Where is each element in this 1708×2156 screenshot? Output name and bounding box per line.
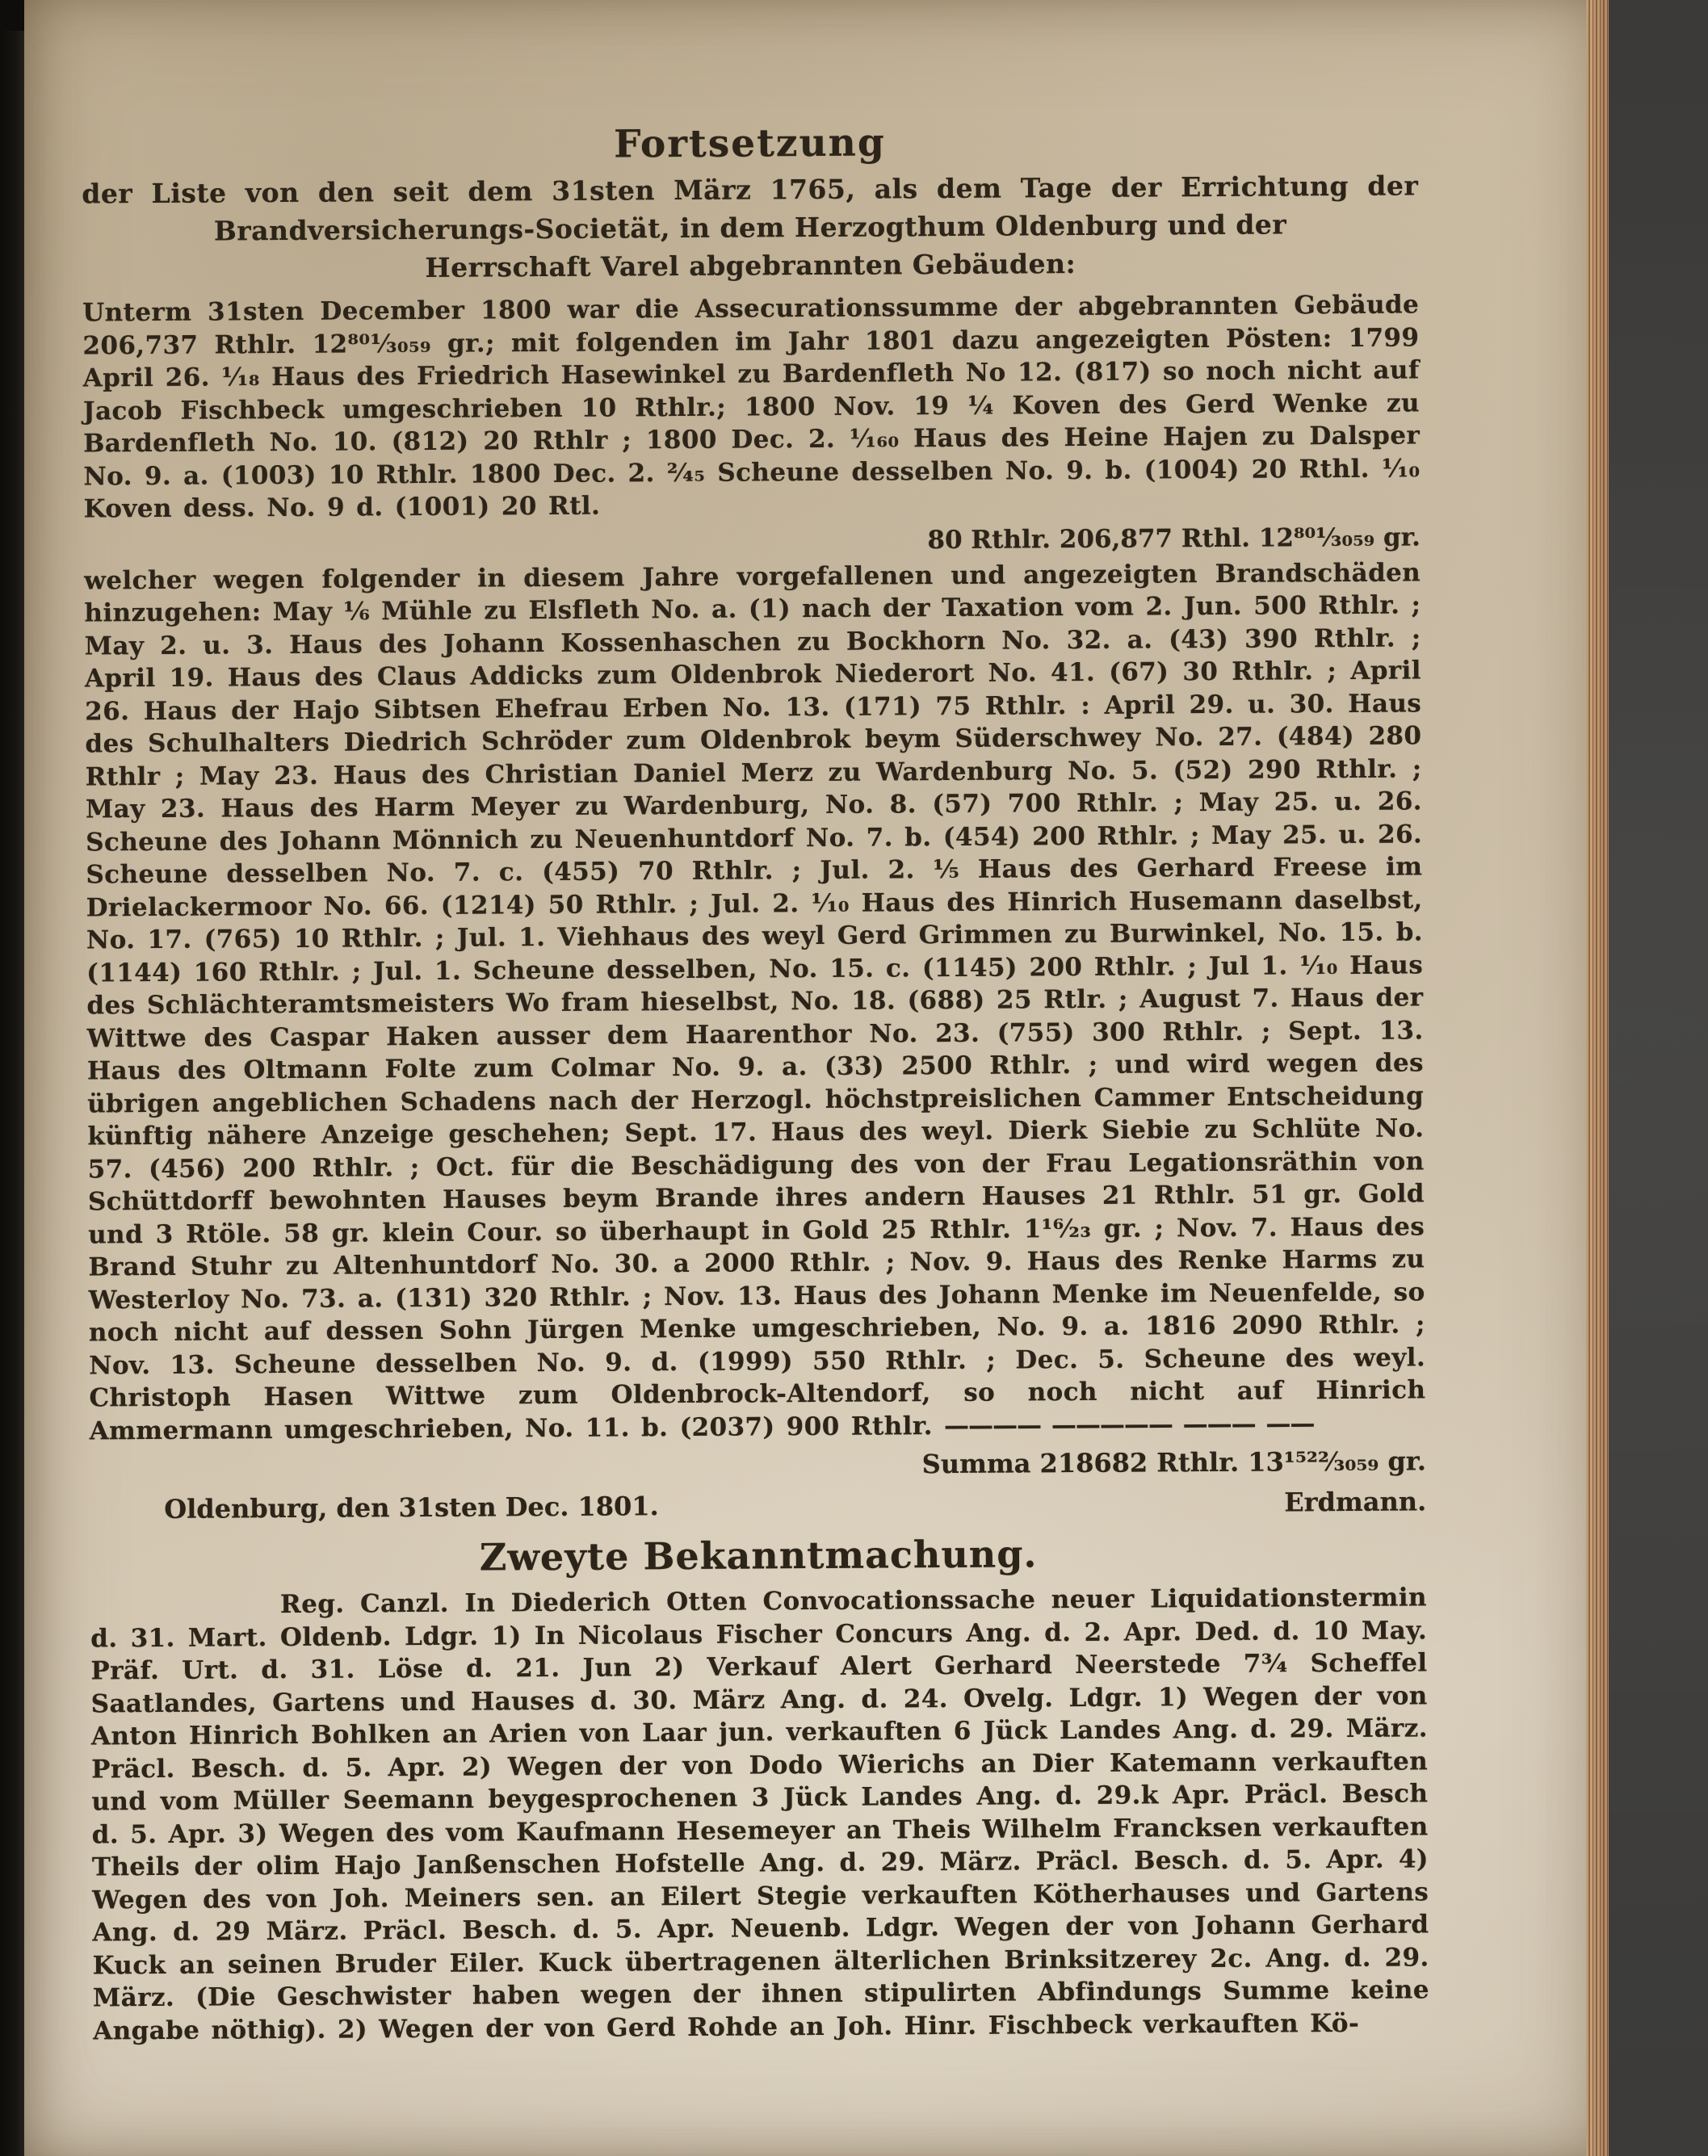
document-page: [24, 0, 1609, 2156]
subtitle-line-1: der Liste von den seit dem 31sten März 1765, als dem Tage der Errichtung der: [82, 170, 1419, 210]
page-content: [18, 0, 1615, 2156]
fire-damages-paragraph: [84, 556, 1426, 1448]
signature: Erdmann.: [1284, 1486, 1427, 1518]
carry-total-line: 80 Rthlr. 206,877 Rthl. 12⁸⁰¹⁄₃₀₅₉ gr.: [927, 522, 1421, 555]
court-notices-paragraph: Reg. Canzl. In Diederich Otten Convocationssache neuer Liquidationstermin d. 31. Mart. Oldenb. Ldgr. 1) In Nicolaus Fischer Concurs Ang. d. 2. Apr. Ded. d. 10 May. Präf. Urt. d. 31. Löse d. 21. Jun 2) Verkauf Alert Gerhard Neerstede 7¾ Scheffel Saatlandes, Gartens und Hauses d. 30. März Ang. d. 24. Ovelg. Ldgr. 1) Wegen der von Anton Hinrich Bohlken an Arien von Laar jun. verkauften 6 Jück Landes Ang. d. 29. März. Präcl. Besch. d. 5. Apr. 2) Wegen der von Dodo Wierichs an Dier Katemann verkauften und vom Müller Seemann beygesprochenen 3 Jück Landes Ang. d. 29.k Apr. Präcl. Besch d. 5. Apr. 3) Wegen des vom Kaufmann Hesemeyer an Theis Wilhelm Francksen verkauften Theils der olim Hajo Janßenschen Hofstelle Ang. d. 29. März. Präcl. Besch. d. 5. Apr. 4) Wegen des von Joh. Meiners sen. an Eilert Stegie verkauften Kötherhauses und Gartens Ang. d. 29 März. Präcl. Besch. d. 5. Apr. Neuenb. Ldgr. Wegen der von Johann Gerhard Kuck an seinen Bruder Eiler. Kuck übertragenen älterlichen Brinksitzerey 2c. Ang. d. 29. März. (Die Geschwister haben wegen der ihnen stipulirten Abfindungs Summe keine Angabe nöthig). 2) Wegen der von Gerd Rohde an Joh. Hinr. Fischbeck verkauften Kö-: [90, 1583, 1430, 2045]
insurance-sum-paragraph: Unterm 31sten December 1800 war die Assecurationssumme der abgebrannten Gebäude 206,737 Rthlr. 12⁸⁰¹⁄₃₀₅₉ gr.; mit folgenden im Jahr 1801 dazu angezeigten Pösten: 1799 April 26. ¹⁄₁₈ Haus des Friedrich Hasewinkel zu Bardenfleth No 12. (817) so noch nicht auf Jacob Fischbeck umgeschrieben 10 Rthlr.; 1800 Nov. 19 ¼ Koven des Gerd Wenke zu Bardenfleth No. 10. (812) 20 Rthlr ; 1800 Dec. 2. ¹⁄₁₆₀ Haus des Heine Hajen zu Dalsper No. 9. a. (1003) 10 Rthlr. 1800 Dec. 2. ²⁄₄₅ Scheune desselben No. 9. b. (1004) 20 Rthl. ¹⁄₁₀ Koven dess. No. 9 d. (1001) 20 Rtl.: [82, 290, 1421, 524]
summa-total-line: Summa 218682 Rthlr. 13¹⁵²²⁄₃₀₅₉ gr.: [921, 1445, 1427, 1480]
place-date: Oldenburg, den 31sten Dec. 1801.: [164, 1491, 659, 1525]
dateline-row: [90, 1483, 1426, 1528]
subtitle-line-2: Brandversicherungs-Societät, in dem Herzogthum Oldenburg und der: [213, 208, 1287, 247]
subtitle-line-3: Herrschaft Varel abgebrannten Gebäuden:: [425, 248, 1076, 283]
dashed-rule: ———— ————— ——— ——: [943, 1408, 1315, 1441]
second-announcement-title: Zweyte Bekanntmachung.: [479, 1532, 1038, 1579]
continuation-title: Fortsetzung: [613, 120, 886, 167]
fire-damages-text: welcher wegen folgender in diesem Jahre vorgefallenen und angezeigten Brandschäden hinzugehen: May ⅙ Mühle zu Elsfleth No. a. (1) nach der Taxation vom 2. Jun. 500 Rthlr. ; May 2. u. 3. Haus des Johann Kossenhaschen zu Bockhorn No. 32. a. (43) 390 Rthlr. ; April 19. Haus des Claus Addicks zum Oldenbrok Niederort No. 41. (67) 30 Rthlr. ; April 26. Haus der Hajo Sibtsen Ehefrau Erben No. 13. (171) 75 Rthlr. : April 29. u. 30. Haus des Schulhalters Diedrich Schröder zum Oldenbrok beym Süderschwey No. 27. (484) 280 Rthlr ; May 23. Haus des Christian Daniel Merz zu Wardenburg No. 5. (52) 290 Rthlr. ; May 23. Haus des Harm Meyer zu Wardenburg, No. 8. (57) 700 Rthlr. ; May 25. u. 26. Scheune des Johann Mönnich zu Neuenhuntdorf No. 7. b. (454) 200 Rthlr. ; May 25. u. 26. Scheune desselben No. 7. c. (455) 70 Rthlr. ; Jul. 2. ⅕ Haus des Gerhard Freese im Drielackermoor No. 66. (1214) 50 Rthlr. ; Jul. 2. ¹⁄₁₀ Haus des Hinrich Husemann daselbst, No. 17. (765) 10 Rthlr. ; Jul. 1. Viehhaus des weyl Gerd Grimmen zu Burwinkel, No. 15. b. (1144) 160 Rthlr. ; Jul. 1. Scheune desselben, No. 15. c. (1145) 200 Rthlr. ; Jul 1. ¹⁄₁₀ Haus des Schlächteramtsmeisters Wo fram hieselbst, No. 18. (688) 25 Rtlr. ; August 7. Haus der Wittwe des Caspar Haken ausser dem Haarenthor No. 23. (755) 300 Rthlr. ; Sept. 13. Haus des Oltmann Folte zum Colmar No. 9. a. (33) 2500 Rthlr. ; und wird wegen des übrigen angeblichen Schadens nach der Herzogl. höchstpreislichen Cammer Entscheidung künftig nähere Anzeige geschehen; Sept. 17. Haus des weyl. Dierk Siebie zu Schlüte No. 57. (456) 200 Rthlr. ; Oct. für die Beschädigung des von der Frau Legationsräthin von Schüttdorff bewohnten Hauses beym Brande ihres andern Hauses 21 Rthlr. 51 gr. Gold und 3 Rtöle. 58 gr. klein Cour. so überhaupt in Gold 25 Rthlr. 1¹⁶⁄₂₃ gr. ; Nov. 7. Haus des Brand Stuhr zu Altenhuntdorf No. 30. a 2000 Rthlr. ; Nov. 9. Haus des Renke Harms zu Westerloy No. 73. a. (131) 320 Rthlr. ; Nov. 13. Haus des Johann Menke im Neuenfelde, so noch nicht auf dessen Sohn Jürgen Menke umgeschrieben, No. 9. a. 1816 2090 Rthlr. ; Nov. 13. Scheune desselben No. 9. d. (1999) 550 Rthlr. ; Dec. 5. Scheune des weyl. Christoph Hasen Wittwe zum Oldenbrock-Altendorf, so noch nicht auf Hinrich Ammermann umgeschrieben, No. 11. b. (2037) 900 Rthlr.: [84, 557, 1426, 1446]
